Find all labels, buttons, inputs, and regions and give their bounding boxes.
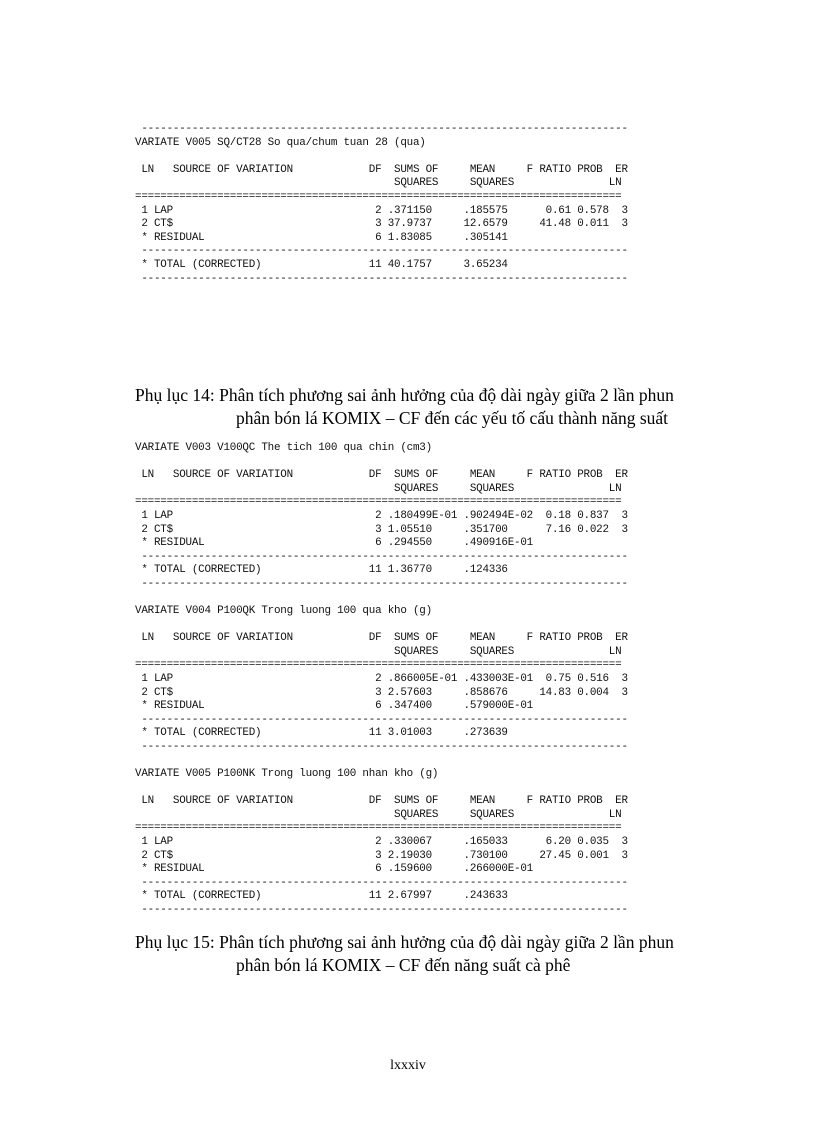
- appendix-15-caption-line2: phân bón lá KOMIX – CF đến năng suất cà phê: [236, 955, 571, 975]
- appendix-15-caption-line1: Phụ lục 15: Phân tích phương sai ảnh hưởng của độ dài ngày giữa 2 lần phun: [135, 932, 674, 952]
- page-number: lxxxiv: [390, 1058, 426, 1073]
- anova-table-trong-luong-100-qua: VARIATE V004 P100QK Trong luong 100 qua kho (g) LN SOURCE OF VARIATION DF SUMS OF MEAN F RATIO PROB ER SQUARES SQUARES LN ============================================================================= 1 LAP 2 .866005E-01 .433003E-01 0.75 0.516 3 2 CT$ 3 2.57603 .858676 14.83 0.004 3 * RESIDUAL 6 .347400 .579000E-01 ----------------------------------------------------------------------------- * TOTAL (CORRECTED) 11 3.01003 .273639 -----------------------------------------------------------------------------: [135, 605, 628, 753]
- appendix-14-caption-line1: Phụ lục 14: Phân tích phương sai ảnh hưởng của độ dài ngày giữa 2 lần phun: [135, 385, 674, 405]
- anova-table-trong-luong-100-nhan: VARIATE V005 P100NK Trong luong 100 nhan kho (g) LN SOURCE OF VARIATION DF SUMS OF MEAN F RATIO PROB ER SQUARES SQUARES LN ============================================================================= 1 LAP 2 .330067 .165033 6.20 0.035 3 2 CT$ 3 2.19030 .730100 27.45 0.001 3 * RESIDUAL 6 .159600 .266000E-01 ----------------------------------------------------------------------------- * TOTAL (CORRECTED) 11 2.67997 .243633 -----------------------------------------------------------------------------: [135, 768, 628, 916]
- appendix-14-caption: [135, 384, 674, 430]
- appendix-14-caption-line2: phân bón lá KOMIX – CF đến các yếu tố cấu thành năng suất: [236, 408, 669, 428]
- appendix-15-caption: [135, 931, 674, 977]
- anova-table-so-qua-chum: ----------------------------------------------------------------------------- VARIATE V005 SQ/CT28 So qua/chum tuan 28 (qua) LN SOURCE OF VARIATION DF SUMS OF MEAN F RATIO PROB ER SQUARES SQUARES LN ============================================================================= 1 LAP 2 .371150 .185575 0.61 0.578 3 2 CT$ 3 37.9737 12.6579 41.48 0.011 3 * RESIDUAL 6 1.83085 .305141 ----------------------------------------------------------------------------- * TOTAL (CORRECTED) 11 40.1757 3.65234 -----------------------------------------------------------------------------: [135, 123, 628, 285]
- anova-table-the-tich-100-qua: VARIATE V003 V100QC The tich 100 qua chin (cm3) LN SOURCE OF VARIATION DF SUMS OF MEAN F RATIO PROB ER SQUARES SQUARES LN ============================================================================= 1 LAP 2 .180499E-01 .902494E-02 0.18 0.837 3 2 CT$ 3 1.05510 .351700 7.16 0.022 3 * RESIDUAL 6 .294550 .490916E-01 ----------------------------------------------------------------------------- * TOTAL (CORRECTED) 11 1.36770 .124336 -----------------------------------------------------------------------------: [135, 442, 628, 590]
